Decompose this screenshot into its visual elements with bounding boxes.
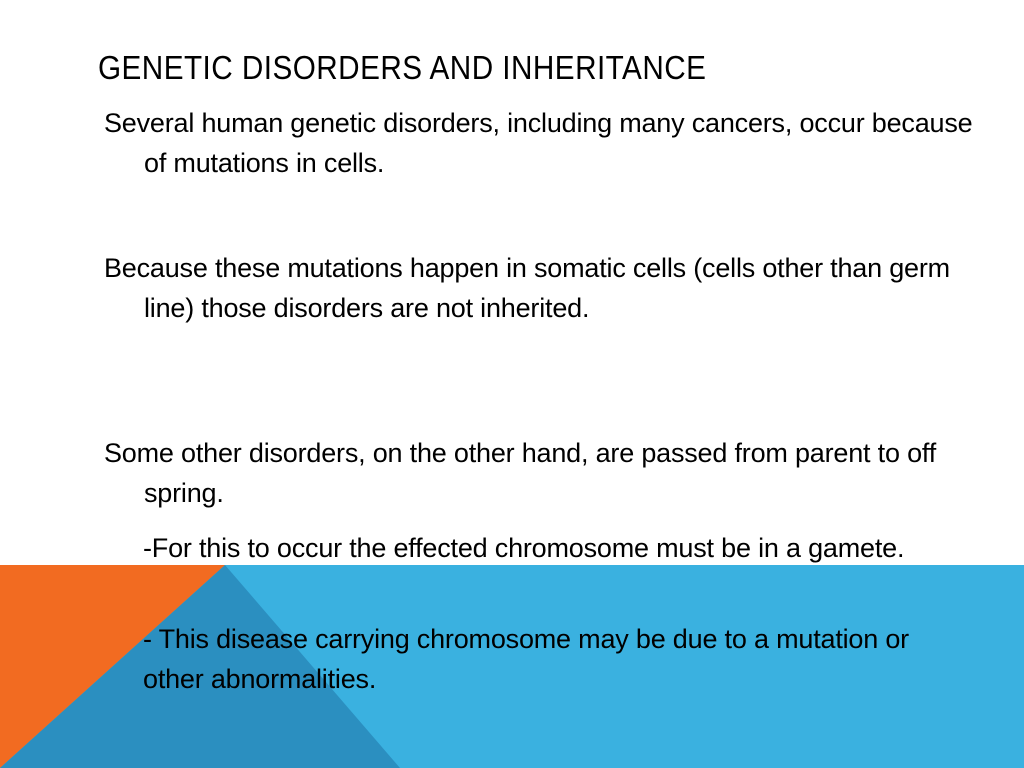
body-paragraph: Because these mutations happen in somatic cells (cells other than germ line) those disorders are not inherited. [104, 253, 950, 323]
sub-point: - This disease carrying chromosome may be due to a mutation or other abnormalities. [143, 624, 909, 694]
body-paragraph: Some other disorders, on the other hand, are passed from parent to off spring. [104, 438, 937, 508]
sub-point: -For this to occur the effected chromosome must be in a gamete. [143, 533, 905, 563]
slide-title: GENETIC DISORDERS AND INHERITANCE [98, 49, 707, 86]
body-paragraph: Several human genetic disorders, including many cancers, occur because of mutations in cells. [104, 108, 973, 178]
